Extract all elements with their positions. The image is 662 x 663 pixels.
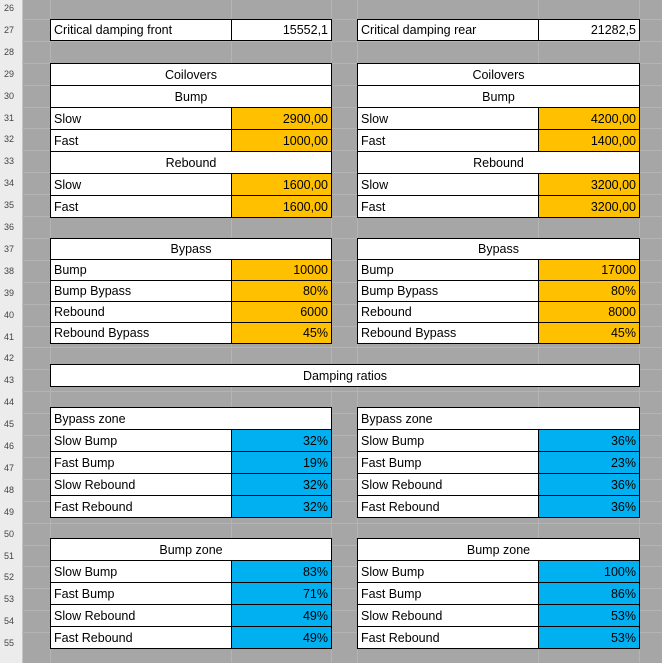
row-header-45[interactable]: 45 (3, 419, 14, 430)
critical-damping-rear-label[interactable]: Critical damping rear (357, 19, 539, 41)
bypass-zone-front-slow-rebound-label[interactable]: Slow Rebound (50, 473, 232, 496)
bump-zone-front-slow-bump-value[interactable]: 83% (231, 560, 332, 583)
bypass-zone-rear-fast-bump-value[interactable]: 23% (538, 451, 640, 474)
row-header-37[interactable]: 37 (3, 243, 14, 254)
coilovers-rear-rebound-fast-label[interactable]: Fast (357, 195, 539, 218)
bump-zone-rear-fast-bump-value[interactable]: 86% (538, 582, 640, 605)
bypass-zone-rear-slow-bump-label[interactable]: Slow Bump (357, 429, 539, 452)
bypass-rear-bump-label[interactable]: Bump (357, 259, 539, 281)
bump-zone-front-title[interactable]: Bump zone (50, 538, 332, 561)
row-gridline (22, 523, 662, 524)
row-header-35[interactable]: 35 (3, 200, 14, 211)
row-header-39[interactable]: 39 (3, 287, 14, 298)
bypass-zone-front-slow-rebound-value[interactable]: 32% (231, 473, 332, 496)
row-gridline (22, 391, 662, 392)
row-header-40[interactable]: 40 (3, 309, 14, 320)
row-header-55[interactable]: 55 (3, 638, 14, 649)
bump-zone-rear-slow-bump-value[interactable]: 100% (538, 560, 640, 583)
row-header-26[interactable]: 26 (3, 3, 14, 13)
bypass-zone-rear-fast-rebound-value[interactable]: 36% (538, 495, 640, 518)
bump-zone-front-slow-rebound-label[interactable]: Slow Rebound (50, 604, 232, 627)
bypass-rear-rebound-bypass-value[interactable]: 45% (538, 322, 640, 344)
bypass-zone-front-fast-rebound-label[interactable]: Fast Rebound (50, 495, 232, 518)
bypass-zone-front-fast-bump-value[interactable]: 19% (231, 451, 332, 474)
coilovers-rear-title[interactable]: Coilovers (357, 63, 640, 86)
bypass-zone-front-title[interactable]: Bypass zone (50, 407, 332, 430)
row-header-50[interactable]: 50 (3, 528, 14, 539)
coilovers-front-rebound-slow-label[interactable]: Slow (50, 173, 232, 196)
bypass-front-bump-value[interactable]: 10000 (231, 259, 332, 281)
bypass-zone-rear-slow-bump-value[interactable]: 36% (538, 429, 640, 452)
bump-zone-front-fast-rebound-value[interactable]: 49% (231, 626, 332, 649)
coilovers-rear-rebound-fast-value[interactable]: 3200,00 (538, 195, 640, 218)
bypass-zone-rear-slow-rebound-label[interactable]: Slow Rebound (357, 473, 539, 496)
critical-damping-front-value[interactable]: 15552,1 (231, 19, 332, 41)
row-header-51[interactable]: 51 (3, 550, 14, 561)
bypass-rear-rebound-label[interactable]: Rebound (357, 301, 539, 323)
bypass-front-rebound-bypass-value[interactable]: 45% (231, 322, 332, 344)
coilovers-front-rebound-fast-label[interactable]: Fast (50, 195, 232, 218)
bypass-zone-rear-slow-rebound-value[interactable]: 36% (538, 473, 640, 496)
row-header-47[interactable]: 47 (3, 462, 14, 473)
row-header-36[interactable]: 36 (3, 222, 14, 232)
bypass-rear-title[interactable]: Bypass (357, 238, 640, 260)
bypass-front-bump-bypass-label[interactable]: Bump Bypass (50, 280, 232, 302)
row-header-33[interactable]: 33 (3, 156, 14, 167)
bypass-zone-rear-title[interactable]: Bypass zone (357, 407, 640, 430)
row-header-28[interactable]: 28 (3, 46, 14, 57)
coilovers-front-rebound-fast-value[interactable]: 1600,00 (231, 195, 332, 218)
coilovers-rear-bump-fast-value[interactable]: 1400,00 (538, 129, 640, 152)
bypass-zone-front-fast-bump-label[interactable]: Fast Bump (50, 451, 232, 474)
bump-zone-rear-fast-rebound-value[interactable]: 53% (538, 626, 640, 649)
row-header-54[interactable]: 54 (3, 616, 14, 627)
bypass-zone-front-slow-bump-label[interactable]: Slow Bump (50, 429, 232, 452)
row-header-43[interactable]: 43 (3, 375, 14, 386)
bypass-front-rebound-value[interactable]: 6000 (231, 301, 332, 323)
bump-zone-front-fast-bump-value[interactable]: 71% (231, 582, 332, 605)
bump-zone-rear-title[interactable]: Bump zone (357, 538, 640, 561)
bump-zone-front-fast-rebound-label[interactable]: Fast Rebound (50, 626, 232, 649)
row-gridline (22, 347, 662, 348)
coilovers-rear-rebound-slow-value[interactable]: 3200,00 (538, 173, 640, 196)
coilovers-rear-bump-slow-label[interactable]: Slow (357, 107, 539, 130)
row-header-38[interactable]: 38 (3, 265, 14, 276)
bump-zone-front-slow-rebound-value[interactable]: 49% (231, 604, 332, 627)
row-header-48[interactable]: 48 (3, 484, 14, 495)
bump-zone-rear-slow-rebound-label[interactable]: Slow Rebound (357, 604, 539, 627)
row-header-42[interactable]: 42 (3, 353, 14, 364)
coilovers-front-rebound-slow-value[interactable]: 1600,00 (231, 173, 332, 196)
coilovers-rear-rebound-slow-label[interactable]: Slow (357, 173, 539, 196)
row-gridline (22, 41, 662, 42)
bypass-rear-bump-value[interactable]: 17000 (538, 259, 640, 281)
bump-zone-rear-slow-rebound-value[interactable]: 53% (538, 604, 640, 627)
coilovers-rear-bump-slow-value[interactable]: 4200,00 (538, 107, 640, 130)
coilovers-rear-rebound-header[interactable]: Rebound (357, 151, 640, 174)
row-headers (0, 0, 23, 663)
row-header-52[interactable]: 52 (3, 572, 14, 583)
row-header-34[interactable]: 34 (3, 178, 14, 189)
bump-zone-front-slow-bump-label[interactable]: Slow Bump (50, 560, 232, 583)
row-header-49[interactable]: 49 (3, 506, 14, 517)
row-header-46[interactable]: 46 (3, 441, 14, 451)
coilovers-front-rebound-header[interactable]: Rebound (50, 151, 332, 174)
bypass-zone-rear-fast-bump-label[interactable]: Fast Bump (357, 451, 539, 474)
coilovers-rear-bump-fast-label[interactable]: Fast (357, 129, 539, 152)
bypass-zone-front-fast-rebound-value[interactable]: 32% (231, 495, 332, 518)
bump-zone-rear-slow-bump-label[interactable]: Slow Bump (357, 560, 539, 583)
coilovers-front-bump-slow-value[interactable]: 2900,00 (231, 107, 332, 130)
row-header-44[interactable]: 44 (3, 397, 14, 408)
bypass-front-bump-bypass-value[interactable]: 80% (231, 280, 332, 302)
coilovers-rear-bump-header[interactable]: Bump (357, 85, 640, 108)
bypass-front-rebound-label[interactable]: Rebound (50, 301, 232, 323)
coilovers-front-bump-fast-value[interactable]: 1000,00 (231, 129, 332, 152)
bypass-rear-rebound-value[interactable]: 8000 (538, 301, 640, 323)
row-header-53[interactable]: 53 (3, 594, 14, 605)
bypass-zone-rear-fast-rebound-label[interactable]: Fast Rebound (357, 495, 539, 518)
row-header-30[interactable]: 30 (3, 90, 14, 101)
bypass-rear-bump-bypass-label[interactable]: Bump Bypass (357, 280, 539, 302)
coilovers-front-title[interactable]: Coilovers (50, 63, 332, 86)
damping-ratios-title[interactable]: Damping ratios (50, 364, 640, 387)
bypass-rear-rebound-bypass-label[interactable]: Rebound Bypass (357, 322, 539, 344)
bump-zone-rear-fast-bump-label[interactable]: Fast Bump (357, 582, 539, 605)
bypass-zone-front-slow-bump-value[interactable]: 32% (231, 429, 332, 452)
row-header-29[interactable]: 29 (3, 68, 14, 79)
coilovers-front-bump-header[interactable]: Bump (50, 85, 332, 108)
bump-zone-rear-fast-rebound-label[interactable]: Fast Rebound (357, 626, 539, 649)
row-header-27[interactable]: 27 (3, 24, 14, 35)
bypass-front-bump-label[interactable]: Bump (50, 259, 232, 281)
coilovers-front-bump-fast-label[interactable]: Fast (50, 129, 232, 152)
bypass-rear-bump-bypass-value[interactable]: 80% (538, 280, 640, 302)
row-header-32[interactable]: 32 (3, 134, 14, 145)
critical-damping-rear-value[interactable]: 21282,5 (538, 19, 640, 41)
critical-damping-front-label[interactable]: Critical damping front (50, 19, 232, 41)
bypass-front-title[interactable]: Bypass (50, 238, 332, 260)
bump-zone-front-fast-bump-label[interactable]: Fast Bump (50, 582, 232, 605)
row-header-31[interactable]: 31 (3, 112, 14, 123)
coilovers-front-bump-slow-label[interactable]: Slow (50, 107, 232, 130)
bypass-front-rebound-bypass-label[interactable]: Rebound Bypass (50, 322, 232, 344)
row-header-41[interactable]: 41 (3, 331, 14, 342)
